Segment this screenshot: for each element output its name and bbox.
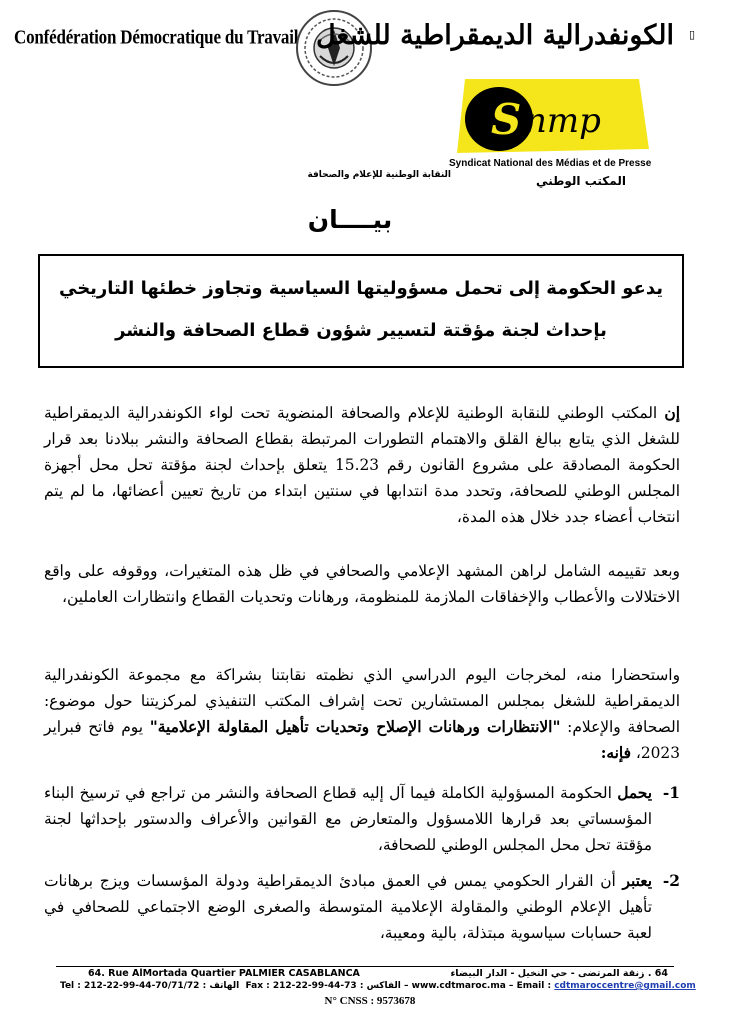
footer-divider xyxy=(56,966,674,967)
footer-fax: Fax : 212-22-99-44-73 xyxy=(245,981,357,991)
paragraph-3-text: واستحضارا منه، لمخرجات اليوم الدراسي الذي نظمته نقابتنا بشراكة مع مجموعة الكونفدرالية الديمقراطية للشغل بمجلس المستشارين تحت إشراف المكتب التنفيذي لمركزيتنا حول موضوع: الصحافة والإعلام: xyxy=(44,666,680,736)
logo-name-ar: النقابة الوطنية للإعلام والصحافة xyxy=(307,170,451,180)
list-item-text: الحكومة المسؤولية الكاملة فيما آل إليه قطاع الصحافة والنشر من تراجع في ترسيخ البناء المؤسساتي بعد قرارها اللامسؤول والمتعارض مع القوانين والأعراف والدستور بإحداثها لجنة مؤقتة تحل محل المجلس الوطني للصحافة، xyxy=(44,784,652,854)
paragraph-3-quote: "الانتظارات ورهانات الإصلاح وتحديات تأهيل المقاولة الإعلامية" xyxy=(149,718,561,736)
footer-cnss: N° CNSS : 9573678 xyxy=(324,995,416,1007)
paragraph-3-end: فإنه: xyxy=(600,744,631,762)
paragraph-3-date: يوم فاتح فبراير 2023، xyxy=(44,718,680,762)
national-bureau-label: المكتب الوطني xyxy=(536,174,626,188)
paragraph-3 xyxy=(44,662,680,766)
logo-brand-text: nmp xyxy=(525,101,601,141)
corner-mark: ▯ xyxy=(689,28,696,41)
paragraph-2 xyxy=(44,558,680,610)
list-item-text: أن القرار الحكومي يمس في العمق مبادئ الديمقراطية ودولة المؤسسات ويزج برهانات تأهيل الإعلام الوطني والمقاولة الإعلامية المتوسطة والصغرى الوضع الاجتماعي للصحافي في لعبة حسابات سياسوية مبتذلة، بالية ومعيبة، xyxy=(44,872,652,942)
list-item xyxy=(44,868,680,946)
footer-address-fr: 64. Rue AlMortada Quartier PALMIER CASABLANCA xyxy=(88,968,360,979)
footer-tel: Tel : 212-22-99-44-70/71/72 xyxy=(60,981,200,991)
footer-web[interactable]: – www.cdtmaroc.ma – xyxy=(404,981,514,991)
org-name-ar: الكونفدرالية الديمقراطية للشغل xyxy=(315,20,674,51)
paragraph-1 xyxy=(44,400,680,530)
footer-fax-ar: : الفاكس xyxy=(359,981,401,991)
logo-name-fr: Syndicat National des Médias et de Presse xyxy=(449,158,652,169)
list-item-number: 2- xyxy=(662,872,680,890)
page-title: بيــــان xyxy=(307,205,393,234)
footer-address-ar: 64 . زنقة المرتضى - حي النخيل - الدار البيضاء xyxy=(450,968,668,979)
paragraph-1-lead: إن xyxy=(664,404,680,422)
list-item-number: 1- xyxy=(662,784,680,802)
paragraph-2-text: وبعد تقييمه الشامل لراهن المشهد الإعلامي والصحافي في ظل هذه المتغيرات، ووقوفه على واقع الاختلالات والأعطاب والإخفاقات الملازمة للمنظومة، ورهانات وتحديات القطاع وانتظارات العاملين، xyxy=(44,562,680,606)
headline-box xyxy=(38,254,684,368)
footer-contact xyxy=(60,981,696,991)
footer-email-label: Email : xyxy=(516,981,552,991)
list-item xyxy=(44,780,680,858)
footer-email-link[interactable]: cdtmaroccentre@gmail.com xyxy=(554,981,696,991)
paragraph-1-text: المكتب الوطني للنقابة الوطنية للإعلام والصحافة المنضوية تحت لواء الكونفدرالية الديمقراطية للشغل الذي يتابع ببالغ القلق والاهتمام التطورات المرتبطة بقطاع الصحافة والنشر ببلادنا بعد قرار الحكومة المصادقة على مشروع القانون رقم 15.23 يتعلق بإحداث لجنة مؤقتة تحل محل أجهزة المجلس الوطني للصحافة، وتحدد مدة انتدابها في سنتين ابتداء من تاريخ تعيين أعضائها، ما لم يتم انتخاب أعضاء جدد خلال هذه المدة، xyxy=(44,404,680,526)
headline-line-2: بإحداث لجنة مؤقتة لتسيير شؤون قطاع الصحافة والنشر xyxy=(115,320,607,341)
footer-tel-ar: : الهاتف xyxy=(202,981,240,991)
list-item-lead: يعتبر xyxy=(622,872,652,890)
org-name-fr: Confédération Démocratique du Travail xyxy=(14,26,299,48)
svg-text:S: S xyxy=(491,95,522,144)
headline-line-1: يدعو الحكومة إلى تحمل مسؤوليتها السياسية وتجاوز خطئها التاريخي xyxy=(58,278,663,299)
snmp-logo xyxy=(307,79,662,180)
list-item-lead: يحمل xyxy=(617,784,652,802)
